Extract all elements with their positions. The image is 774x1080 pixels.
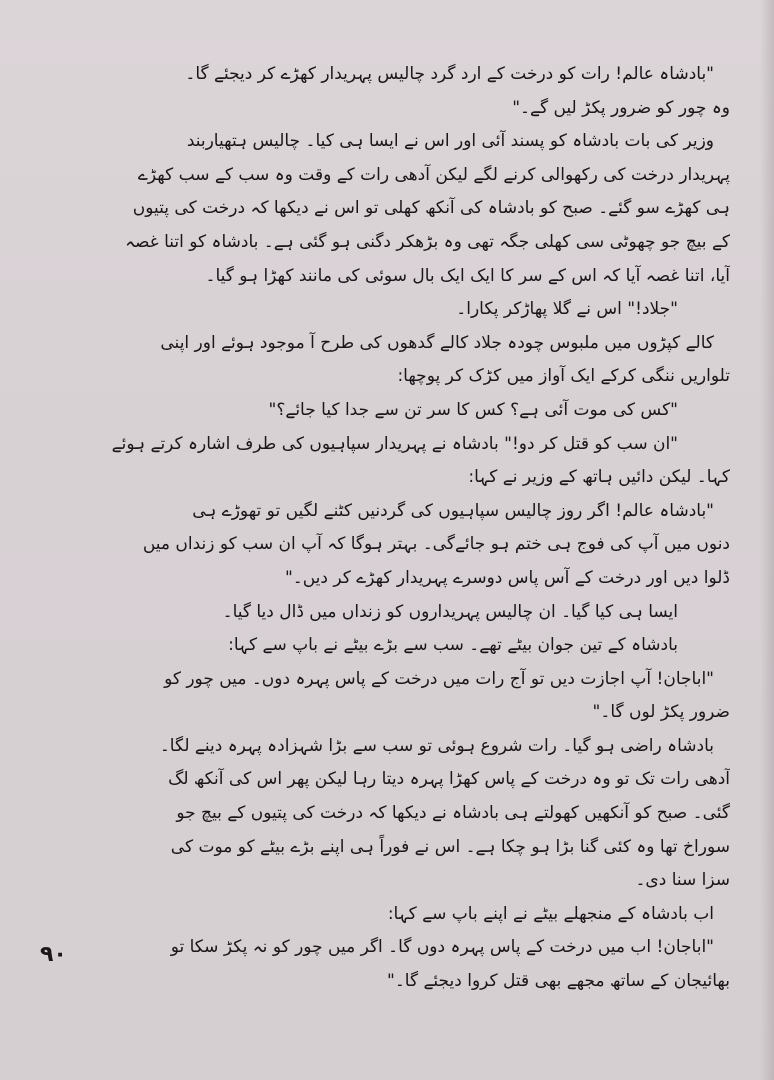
page-text [40,58,730,999]
text-line: پہریدار درخت کی رکھوالی کرنے لگے لیکن آدھی رات کے وقت وہ سب کے سب کھڑے [137,164,730,185]
text-line: آیا، اتنا غصہ آیا کہ اس کے سر کا ایک ایک بال سوئی کی مانند کھڑا ہو گیا۔ [205,265,730,286]
text-line: "کس کی موت آئی ہے؟ کس کا سر تن سے جدا کیا جائے؟" [268,399,678,420]
text-line: وزیر کی بات بادشاہ کو پسند آئی اور اس نے ایسا ہی کیا۔ چالیس ہتھیاربند [186,131,714,152]
text-line: "ان سب کو قتل کر دو!" بادشاہ نے پہریدار سپاہیوں کی طرف اشارہ کرتے ہوئے [111,433,678,454]
text-line: آدھی رات تک تو وہ درخت کے پاس کھڑا پہرہ دیتا رہا لیکن پھر اس کی آنکھ لگ [168,769,730,790]
page-number: ۹۰ [40,942,67,967]
page-edge-shadow [760,0,774,1080]
text-line: سوراخ تھا وہ کئی گنا بڑا ہو چکا ہے۔ اس نے فوراً ہی اپنے بڑے بیٹے کو موت کی [170,836,730,857]
text-line: کہا۔ لیکن دائیں ہاتھ کے وزیر نے کہا: [468,467,730,488]
text-line: اب بادشاہ کے منجھلے بیٹے نے اپنے باپ سے کہا: [387,903,714,924]
text-line: "اباجان! آپ اجازت دیں تو آج رات میں درخت کے پاس پہرہ دوں۔ میں چور کو [164,668,714,689]
text-line: وہ چور کو ضرور پکڑ لیں گے۔" [512,97,730,118]
text-line: تلواریں ننگی کرکے ایک آواز میں کڑک کر پوچھا: [397,366,730,387]
text-line: "بادشاہ عالم! رات کو درخت کے ارد گرد چالیس پہریدار کھڑے کر دیجئے گا۔ [185,64,714,84]
text-line: کے بیچ جو چھوٹی سی کھلی جگہ تھی وہ بڑھکر دگنی ہو گئی ہے۔ بادشاہ کو اتنا غصہ [125,231,730,252]
text-line: بادشاہ کے تین جوان بیٹے تھے۔ سب سے بڑے بیٹے نے باپ سے کہا: [228,635,678,656]
text-line: ہی کھڑے سو گئے۔ صبح کو بادشاہ کی آنکھ کھلی تو اس نے دیکھا کہ درخت کی پتیوں [132,198,730,219]
text-line: ضرور پکڑ لوں گا۔" [592,702,730,723]
text-line: ایسا ہی کیا گیا۔ ان چالیس پہریداروں کو زنداں میں ڈال دیا گیا۔ [222,601,678,622]
text-line: "اباجان! اب میں درخت کے پاس پہرہ دوں گا۔ اگر میں چور کو نہ پکڑ سکا تو [170,937,714,958]
text-line: گئی۔ صبح کو آنکھیں کھولتے ہی بادشاہ نے دیکھا کہ درخت کی پتیوں کے بیچ جو [176,803,730,824]
text-line: دنوں میں آپ کی فوج ہی ختم ہو جائےگی۔ بہتر ہوگا کہ آپ ان سب کو زنداں میں [142,534,730,555]
text-line: کالے کپڑوں میں ملبوس چودہ جلاد کالے گدھوں کی طرح آ موجود ہوئے اور اپنی [160,332,714,353]
text-line: "جلاد!" اس نے گلا پھاڑکر پکارا۔ [456,299,678,320]
text-line: بادشاہ راضی ہو گیا۔ رات شروع ہوئی تو سب سے بڑا شہزادہ پہرہ دینے لگا۔ [159,735,714,756]
text-line: "بادشاہ عالم! اگر روز چالیس سپاہیوں کی گردنیں کٹنے لگیں تو تھوڑے ہی [192,500,714,521]
text-line: بھائیجان کے ساتھ مجھے بھی قتل کروا دیجئے گا۔" [387,971,730,992]
text-line: سزا سنا دی۔ [635,870,730,891]
text-line: ڈلوا دیں اور درخت کے آس پاس دوسرے پہریدار کھڑے کر دیں۔" [284,567,730,588]
